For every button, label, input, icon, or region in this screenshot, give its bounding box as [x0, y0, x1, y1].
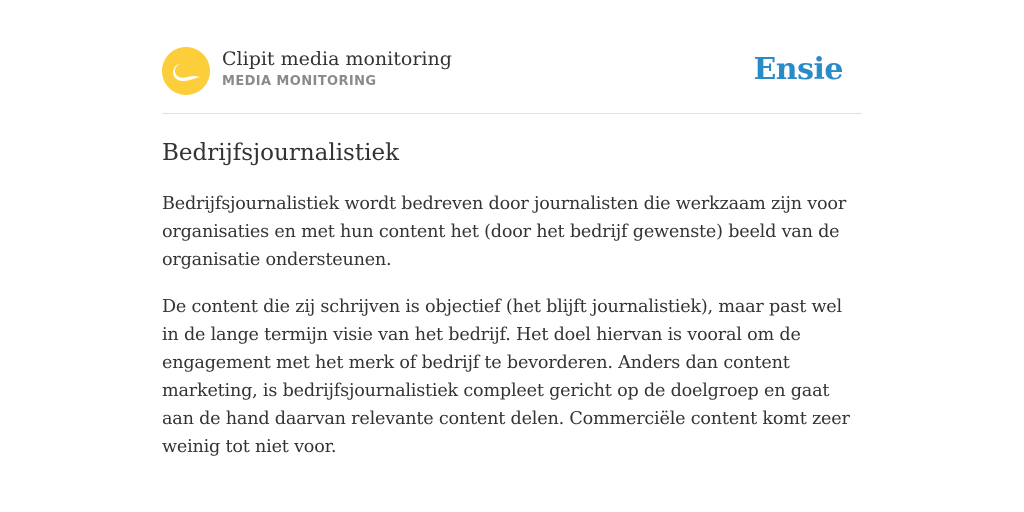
- source-category: MEDIA MONITORING: [222, 74, 377, 89]
- header-divider: [162, 113, 862, 114]
- definition-card: [162, 0, 862, 512]
- source-name[interactable]: Clipit media monitoring: [222, 48, 452, 70]
- paragraph: Bedrijfsjournalistiek wordt bedreven door journalisten die werkzaam zijn voor organisaties en met hun content het (door het bedrijf gewenste) beeld van de organisatie ondersteunen.: [162, 194, 847, 270]
- page-title: Bedrijfsjournalistiek: [162, 140, 400, 166]
- paragraph: De content die zij schrijven is objectief (het blijft journalistiek), maar past wel in de lange termijn visie van het bedrijf. Het doel hiervan is vooral om de engagement met het merk of bedrijf te bevorderen. Anders dan content marketing, is bedrijfsjournalistiek compleet gericht op de doelgroep en gaat aan de hand daarvan relevante content delen. Commerciële content komt zeer weinig tot niet voor.: [162, 297, 850, 457]
- article-body: [162, 190, 862, 480]
- source-logo: [162, 47, 210, 95]
- speech-bubble-icon: [162, 47, 210, 95]
- card-header: [162, 47, 862, 95]
- brand-logo[interactable]: Ensie: [753, 52, 843, 87]
